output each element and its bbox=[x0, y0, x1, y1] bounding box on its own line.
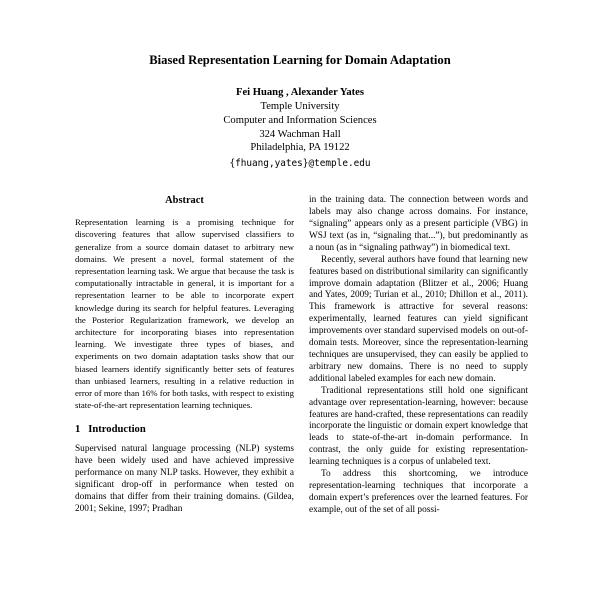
affiliation-block bbox=[0, 100, 600, 155]
affiliation-line-department: Computer and Information Sciences bbox=[223, 114, 377, 126]
author-email: {fhuang,yates}@temple.edu bbox=[229, 158, 371, 170]
affiliation-line-address: 324 Wachman Hall bbox=[259, 128, 341, 140]
section-heading-introduction: 1 Introduction bbox=[75, 424, 146, 436]
two-column-body bbox=[0, 195, 600, 516]
left-column bbox=[75, 195, 294, 516]
body-paragraph: Traditional representations still hold one significant advantage over representation-learning, however: because features are hand-crafted, these representations can readily incorporate the linguistic or domain expert knowledge that leads to state-of-the-art in-domain performance. In contrast, the only guide for existing representation-learning techniques is a corpus of unlabeled text. bbox=[309, 385, 528, 468]
body-paragraph: in the training data. The connection between words and labels may also change across domains. For instance, “signaling” appears only as a present participle (VBG) in WSJ text (as in, “signaling that...”), but predominantly as a noun (as in “signaling pathway”) in biomedical text. bbox=[309, 195, 528, 253]
intro-paragraph: Supervised natural language processing (NLP) systems have been widely used and have achieved impressive performance on many NLP tasks. However, they exhibit a significant drop-off in performance when tested on domains that differ from their training domains. (Gildea, 2001; Sekine, 1997; Pradhan bbox=[75, 444, 294, 514]
body-paragraph: To address this shortcoming, we introduce representation-learning techniques that incorporate a domain expert’s preferences over the learned features. For example, out of the set of all possi- bbox=[309, 469, 528, 515]
affiliation-line-university: Temple University bbox=[260, 101, 340, 112]
paper-authors: Fei Huang , Alexander Yates bbox=[235, 87, 364, 98]
right-column bbox=[309, 195, 528, 516]
affiliation-line-city: Philadelphia, PA 19122 bbox=[250, 142, 350, 154]
body-paragraph: Recently, several authors have found that learning new features based on distributional similarity can significantly improve domain adaptation (Blitzer et al., 2006; Huang and Yates, 2009; Turian et al., 2010; Dhillon et al., 2011). This framework is attractive for several reasons: experimentally, learned features can yield significant improvements over standard supervised models on out-of-domain tests. Moreover, since the representation-learning techniques are unsupervised, they can easily be applied to arbitrary new domains. There is no need to supply additional labeled examples for each new domain. bbox=[309, 254, 528, 384]
abstract-heading: Abstract bbox=[165, 195, 204, 207]
abstract-text: Representation learning is a promising technique for discovering features that allow supervised classifiers to generalize from a source domain dataset to arbitrary new domains. We present a novel, formal statement of the representation learning task. We argue that because the task is computationally intractable in general, it is important for a representation learner to be able to incorporate expert knowledge during its search for helpful features. Leveraging the Posterior Regularization framework, we develop an architecture for incorporating biases into representation learning. We investigate three types of biases, and experiments on two domain adaptation tasks show that our biased learners identify significantly better sets of features than unbiased learners, resulting in a relative reduction in error of more than 16% for both tasks, with respect to existing state-of-the-art representation learning techniques. bbox=[75, 217, 294, 411]
paper-title: Biased Representation Learning for Domain Adaptation bbox=[149, 53, 451, 67]
